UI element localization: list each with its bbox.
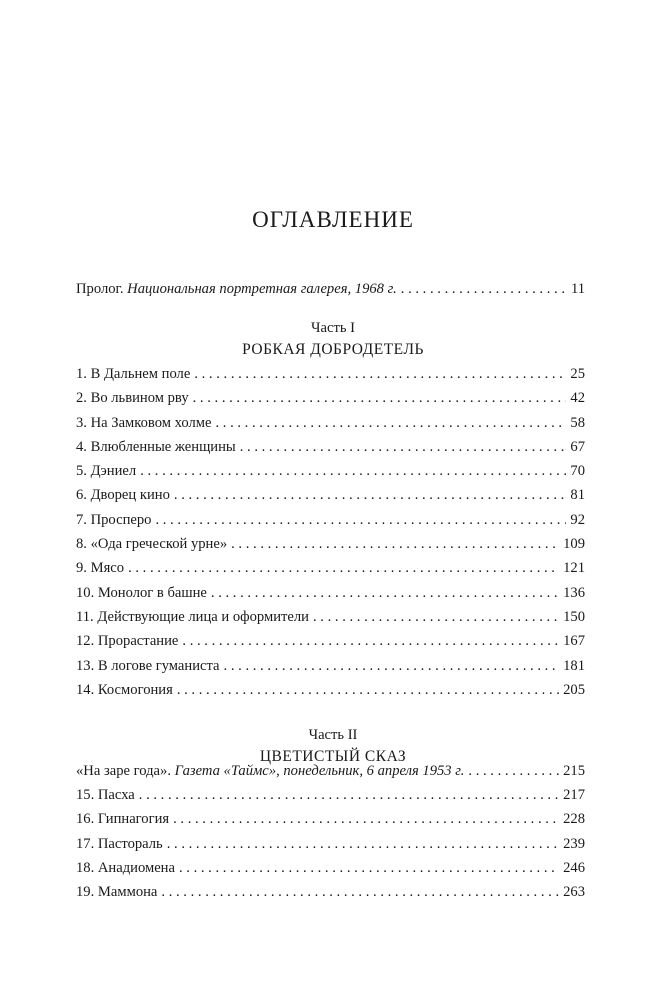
entry-label: 8. «Ода греческой урне» xyxy=(76,536,228,553)
entry-label: 16. Гипнагогия xyxy=(76,811,170,828)
toc-entry[interactable] xyxy=(76,560,585,584)
entry-page: 150 xyxy=(563,608,585,625)
toc-entry[interactable] xyxy=(76,366,585,390)
entry-page: 217 xyxy=(563,787,585,803)
toc-entry[interactable] xyxy=(76,585,585,609)
entry-label: 2. Во львином рву xyxy=(76,390,189,407)
dot-leader xyxy=(174,487,567,504)
part-2-entries xyxy=(76,787,585,908)
entry-label: 19. Маммона xyxy=(76,884,158,901)
entry-label: 14. Космогония xyxy=(76,681,173,698)
dot-leader xyxy=(140,463,566,480)
entry-label: 13. В логове гуманиста xyxy=(76,657,220,674)
toc-entry[interactable] xyxy=(76,836,585,860)
toc-entry[interactable] xyxy=(76,658,585,682)
toc-entry[interactable] xyxy=(76,463,585,487)
entry-page: 136 xyxy=(563,584,585,601)
entry-page: 246 xyxy=(563,859,585,876)
entry-label: 3. На Замковом холме xyxy=(76,414,212,431)
dot-leader xyxy=(139,787,559,804)
dot-leader xyxy=(182,633,559,650)
entry-subtitle: Национальная портретная галерея, 1968 г. xyxy=(127,281,397,297)
entry-label: 1. В Дальнем поле xyxy=(76,366,191,382)
toc-entry[interactable] xyxy=(76,609,585,633)
toc-entry[interactable] xyxy=(76,633,585,657)
dot-leader xyxy=(161,884,559,901)
dot-leader xyxy=(240,439,567,456)
entry-label: Пролог. xyxy=(76,281,124,297)
toc-entry[interactable] xyxy=(76,860,585,884)
entry-subtitle: Газета «Таймс», понедельник, 6 апреля 1953 г. xyxy=(174,763,465,779)
dot-leader xyxy=(231,536,559,553)
part-1-entries xyxy=(76,366,585,706)
dot-leader xyxy=(215,415,566,432)
entry-label: 5. Дэниел xyxy=(76,463,137,480)
entry-page: 67 xyxy=(570,438,585,455)
toc-entry[interactable] xyxy=(76,439,585,463)
entry-page: 121 xyxy=(563,560,585,577)
toc-entry[interactable] xyxy=(76,811,585,835)
toc-entry[interactable] xyxy=(76,884,585,908)
entry-page: 239 xyxy=(563,835,585,852)
dot-leader xyxy=(313,609,559,626)
entry-label: 9. Мясо xyxy=(76,560,125,577)
entry-label: «На заре года». xyxy=(76,763,171,779)
part-2-header xyxy=(0,725,666,767)
dot-leader xyxy=(211,585,559,602)
dot-leader xyxy=(193,390,567,407)
entry-label: 15. Пасха xyxy=(76,787,135,803)
toc-entry[interactable] xyxy=(76,787,585,811)
toc-entry[interactable] xyxy=(76,512,585,536)
entry-page: 81 xyxy=(570,487,585,504)
dot-leader xyxy=(224,658,560,675)
entry-page: 92 xyxy=(570,511,585,528)
entry-label: 6. Дворец кино xyxy=(76,487,170,504)
entry-page: 263 xyxy=(563,884,585,901)
page-title: ОГЛАВЛЕНИЕ xyxy=(252,207,414,232)
entry-page: 205 xyxy=(563,681,585,698)
part-number: Часть I xyxy=(311,320,355,336)
entry-page: 181 xyxy=(563,657,585,674)
dot-leader xyxy=(468,763,559,780)
entry-label: 4. Влюбленные женщины xyxy=(76,438,236,455)
entry-page: 167 xyxy=(563,633,585,650)
entry-label: 7. Просперо xyxy=(76,511,152,528)
entry-page: 11 xyxy=(570,281,585,297)
entry-page: 228 xyxy=(563,811,585,828)
entry-page: 58 xyxy=(570,414,585,431)
entry-label: 17. Пастораль xyxy=(76,835,163,852)
prologue-entry[interactable] xyxy=(76,281,585,305)
dot-leader xyxy=(173,811,559,828)
entry-page: 25 xyxy=(570,366,585,382)
entry-label: 10. Монолог в башне xyxy=(76,584,207,601)
toc-entry[interactable] xyxy=(76,536,585,560)
toc-entry[interactable] xyxy=(76,682,585,706)
dot-leader xyxy=(155,512,566,529)
dot-leader xyxy=(177,682,559,699)
entry-label: 18. Анадиомена xyxy=(76,859,175,876)
entry-page: 70 xyxy=(570,463,585,480)
entry-page: 109 xyxy=(563,536,585,553)
dot-leader xyxy=(194,366,566,383)
dot-leader xyxy=(401,281,567,298)
part-number: Часть II xyxy=(308,727,358,743)
part-1-header xyxy=(0,318,666,360)
part-2-intro-entry[interactable] xyxy=(76,763,585,787)
entry-page: 42 xyxy=(570,390,585,407)
dot-leader xyxy=(179,860,559,877)
toc-entry[interactable] xyxy=(76,415,585,439)
part-heading: ЦВЕТИСТЫЙ СКАЗ xyxy=(259,748,407,765)
toc-entry[interactable] xyxy=(76,390,585,414)
part-heading: РОБКАЯ ДОБРОДЕТЕЛЬ xyxy=(242,341,424,358)
entry-label: 11. Действующие лица и оформители xyxy=(76,608,309,625)
entry-page: 215 xyxy=(563,763,585,779)
dot-leader xyxy=(167,836,559,853)
dot-leader xyxy=(128,560,559,577)
entry-label: 12. Прорастание xyxy=(76,633,179,650)
toc-entry[interactable] xyxy=(76,487,585,511)
